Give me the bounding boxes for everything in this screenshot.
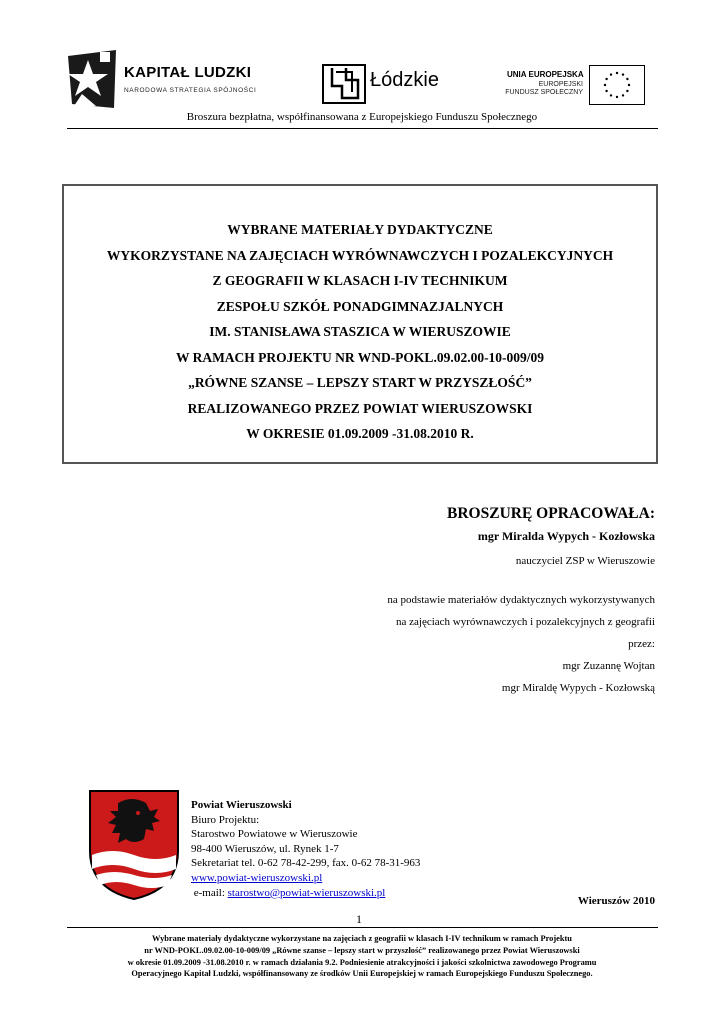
- lodzkie-logo-icon: [322, 64, 366, 104]
- ue-title: UNIA EUROPEJSKA: [507, 70, 584, 79]
- email-link[interactable]: starostwo@powiat-wieruszowski.pl: [227, 886, 386, 899]
- basis-line: na zajęciach wyrównawczych i pozalekcyjnych z geografii: [396, 616, 655, 628]
- email-label: e-mail:: [193, 886, 225, 899]
- contact-line: 98-400 Wieruszów, ul. Rynek 1-7: [191, 842, 339, 855]
- coat-of-arms-icon: [88, 789, 180, 901]
- eu-flag-icon: [589, 65, 645, 105]
- contact-line: Biuro Projektu:: [191, 813, 260, 826]
- title-line: „RÓWNE SZANSE – LEPSZY START W PRZYSZŁOŚĆ”: [188, 375, 532, 390]
- kapital-ludzki-title: KAPITAŁ LUDZKI: [124, 64, 252, 81]
- footer-divider: [67, 927, 658, 928]
- contact-org: Powiat Wieruszowski: [191, 799, 292, 811]
- footer-line: Wybrane materiały dydaktyczne wykorzystane na zajęciach z geografii w klasach I-IV technikum w ramach Projektu: [152, 934, 572, 943]
- footer-line: Operacyjnego Kapitał Ludzki, współfinansowany ze środków Unii Europejskiej w ramach Europejskiego Funduszu Społecznego.: [131, 969, 593, 979]
- footer-note: [40, 933, 684, 980]
- lodzkie-label: Łódzkie: [370, 69, 439, 91]
- materials-basis: [387, 589, 655, 699]
- title-line: IM. STANISŁAWA STASZICA W WIERUSZOWIE: [209, 324, 511, 339]
- ue-sub-line-2: FUNDUSZ SPOŁECZNY: [505, 89, 583, 96]
- title-line: Z GEOGRAFII W KLASACH I-IV TECHNIKUM: [212, 273, 508, 288]
- title-line: ZESPOŁU SZKÓŁ PONADGIMNAZJALNYCH: [216, 298, 504, 314]
- title-line: W RAMACH PROJEKTU NR WND-POKL.09.02.00-10-009/09: [175, 349, 545, 365]
- contact-block: [191, 798, 420, 900]
- kapital-ludzki-subtitle: NARODOWA STRATEGIA SPÓJNOŚCI: [124, 87, 257, 94]
- author-name: mgr Miralda Wypych - Kozłowska: [477, 529, 655, 543]
- basis-line: na podstawie materiałów dydaktycznych wykorzystywanych: [387, 594, 655, 606]
- title-line: WYKORZYSTANE NA ZAJĘCIACH WYRÓWNAWCZYCH I POZALEKCYJNYCH: [106, 247, 614, 263]
- title-line: REALIZOWANEGO PRZEZ POWIAT WIERUSZOWSKI: [187, 400, 533, 416]
- document-title: [62, 217, 658, 447]
- basis-line: mgr Miraldę Wypych - Kozłowską: [501, 682, 655, 694]
- header-divider: [67, 128, 658, 129]
- footer-line: nr WND-POKL.09.02.00-10-009/09 „Równe szanse – lepszy start w przyszłość” realizowanego przez Powiat Wieruszowski: [144, 945, 580, 955]
- funding-banner: Broszura bezpłatna, współfinansowana z Europejskiego Funduszu Społecznego: [186, 111, 538, 123]
- ue-subtitle: [505, 81, 583, 97]
- basis-line: mgr Zuzannę Wojtan: [562, 660, 655, 672]
- website-link[interactable]: www.powiat-wieruszowski.pl: [191, 871, 323, 884]
- contact-line: Sekretariat tel. 0-62 78-42-299, fax. 0-62 78-31-963: [191, 857, 421, 870]
- contact-line: Starostwo Powiatowe w Wieruszowie: [191, 828, 358, 841]
- author-heading: BROSZURĘ OPRACOWAŁA:: [447, 505, 655, 522]
- basis-line: przez:: [628, 638, 655, 650]
- author-role: nauczyciel ZSP w Wieruszowie: [515, 555, 655, 567]
- footer-line: w okresie 01.09.2009 -31.08.2010 r. w ramach działania 9.2. Podniesienie atrakcyjności i jakości szkolnictwa zawodowego Programu: [127, 957, 597, 967]
- title-line: WYBRANE MATERIAŁY DYDAKTYCZNE: [227, 222, 493, 237]
- page-number: 1: [356, 912, 362, 926]
- title-line: W OKRESIE 01.09.2009 -31.08.2010 R.: [246, 426, 474, 441]
- ue-sub-line-1: EUROPEJSKI: [538, 81, 583, 88]
- place-date: Wieruszów 2010: [577, 895, 655, 907]
